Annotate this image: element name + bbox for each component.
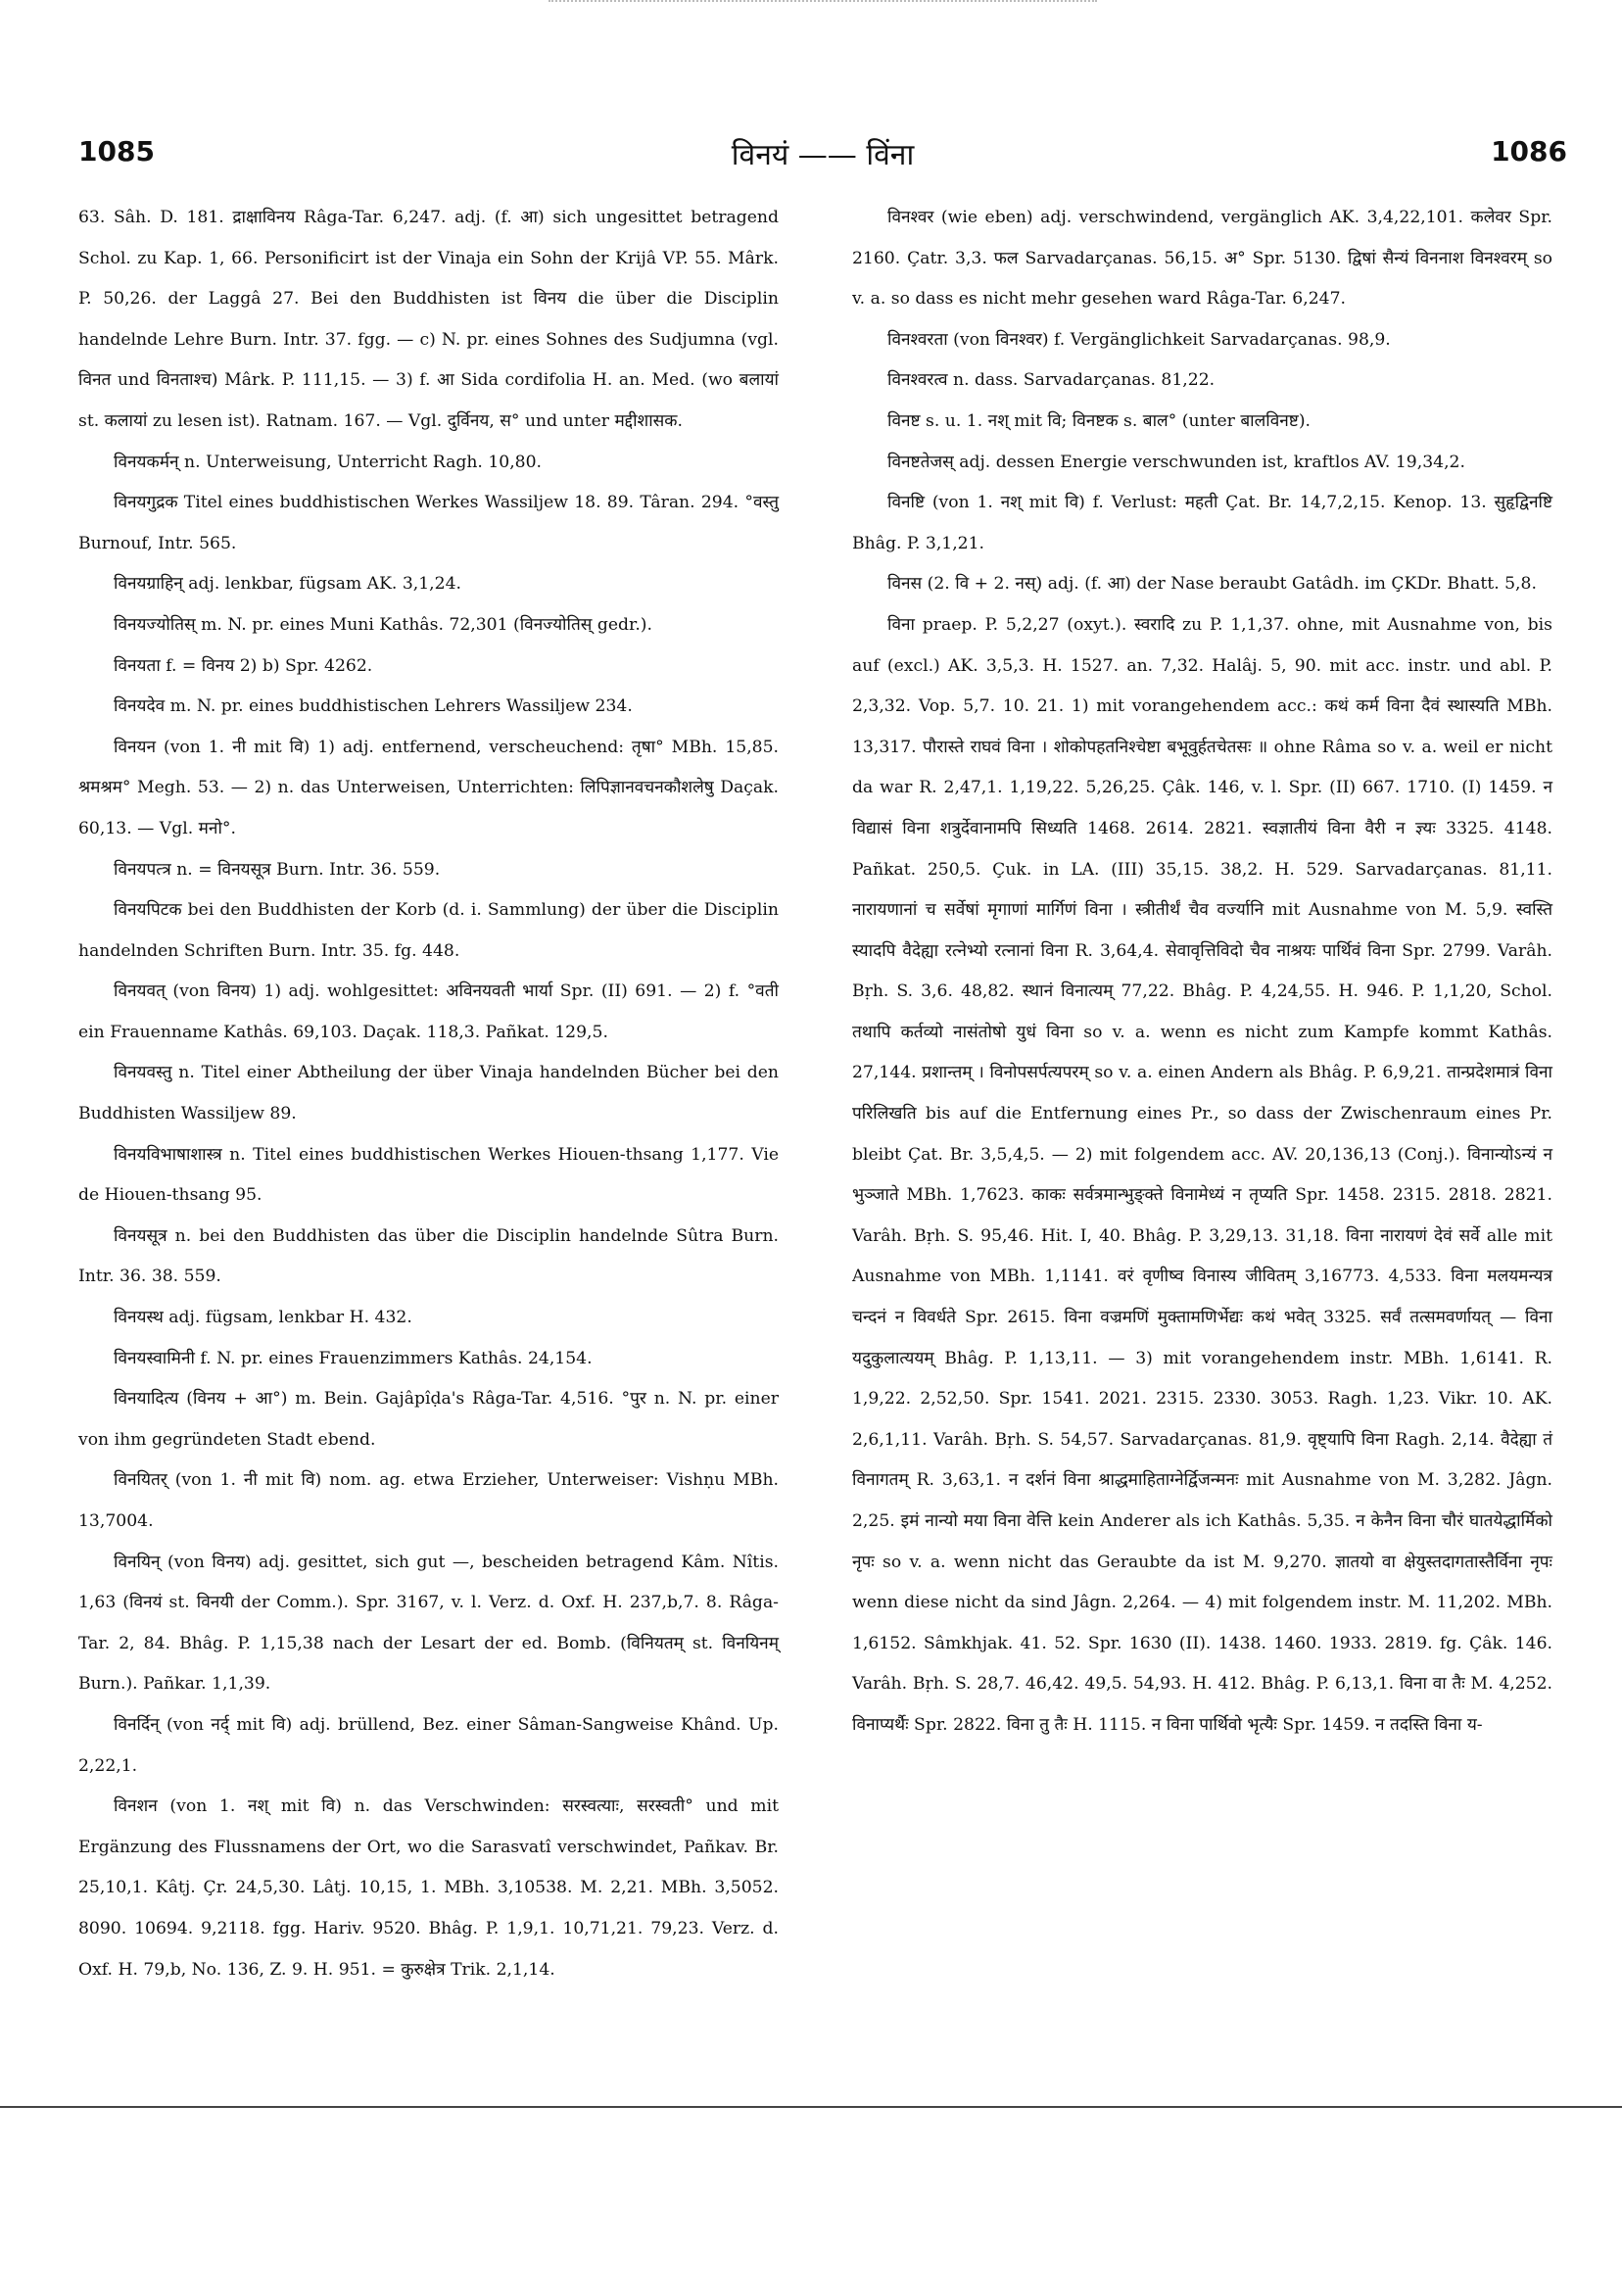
right-page-number: 1086 — [1491, 135, 1567, 167]
entry: विनयदेव m. N. pr. eines buddhistischen Lehrers Wassiljew 234. — [114, 696, 633, 717]
entry: विनश्वरत्व n. dass. Sarvadarçanas. 81,22. — [887, 370, 1216, 391]
entry: विनयता f. = विनय 2) b) Spr. 4262. — [114, 655, 373, 676]
scan-top-noise — [549, 0, 1097, 10]
footer-rule — [0, 2106, 1622, 2108]
entry: विनयविभाषाशास्त्र n. Titel eines buddhistischen Werkes Hiouen-thsang 1,177. Vie de Hiouen-thsang 95. — [78, 1144, 779, 1206]
entry: विनष्ट s. u. 1. नश् mit वि; विनष्टक s. बाल° (unter बालविनष्ट). — [887, 410, 1312, 431]
entry: विनयवस्तु n. Titel einer Abtheilung der über Vinaja handelnden Bücher bei den Buddhisten Wassiljew 89. — [78, 1063, 779, 1124]
entry: विना praep. P. 5,2,27 (oxyt.). स्वरादि zu P. 1,1,37. ohne, mit Ausnahme von, bis auf (excl.) AK. 3,5,3. H. 1527. an. 7,32. Halâj. 5, 90. mit acc. instr. und abl. P. 2,3,32. Vop. 5,7. 10. 21. 1) mit vorangehendem acc.: कथं कर्म विना दैवं स्थास्यति MBh. 13,317. पौरास्ते राघवं विना । शोकोपहतनिश्चेष्टा बभूवुर्हतचेतसः ॥ ohne Râma so v. a. weil er nicht da war R. 2,47,1. 1,19,22. 5,26,25. Çâk. 146, v. l. Spr. (II) 667. 1710. (I) 1459. न विद्यासं विना शत्रुर्देवानामपि सिध्यति 1468. 2614. 2821. स्वज्ञातीयं विना वैरी न ज्ञ्यः 3325. 4148. Pañkat. 250,5. Çuk. in LA. (III) 35,15. 38,2. H. 529. Sarvadarçanas. 81,11. नारायणानां च सर्वेषां मृगाणां मार्गिणं विना । स्त्रीतीर्थं चैव वर्ज्यानि mit Ausnahme von M. 5,9. स्वस्ति स्यादपि वैदेह्या रत्नेभ्यो रत्नानां विना R. 3,64,4. सेवावृत्तिविदो चैव नाश्रयः पार्थिवं विना Spr. 2799. Varâh. Bṛh. S. 3,6. 48,82. स्थानं विनात्यम् 77,22. Bhâg. P. 4,24,55. H. 946. P. 1,1,20, Schol. तथापि कर्तव्यो नासंतोषो युधं विना so v. a. wenn es nicht zum Kampfe kommt Kathâs. 27,144. प्रशान्तम् । विनोपसर्पत्यपरम् so v. a. einen Andern als Bhâg. P. 6,9,21. तान्प्रदेशमात्रं विना परिलिखति bis auf die Entfernung eines Pr., so dass der Zwischenraum eines Pr. bleibt Çat. Br. 3,5,4,5. — 2) mit folgendem acc. AV. 20,136,13 (Conj.). विनान्योऽन्यं न भुञ्जाते MBh. 1,7623. काकः सर्वत्रमान्भुङ्क्ते विनामेध्यं न तृप्यति Spr. 1458. 2315. 2818. 2821. Varâh. Bṛh. S. 95,46. Hit. I, 40. Bhâg. P. 3,29,13. 31,18. विना नारायणं देवं सर्वे alle mit Ausnahme von MBh. 1,1141. वरं वृणीष्व विनास्य जीवितम् 3,16773. 4,533. विना मलयमन्यत्र चन्दनं न विवर्धते Spr. 2615. विना वज्रमणिं मुक्तामणिर्भेद्यः कथं भवेत् 3325. सर्वं तत्समवर्णायत् — विना यदुकुलात्ययम् Bhâg. P. 1,13,11. — 3) mit vorangehendem instr. MBh. 1,6141. R. 1,9,22. 2,52,50. Spr. 1541. 2021. 2315. 2330. 3053. Ragh. 1,23. Vikr. 10. AK. 2,6,1,11. Varâh. Bṛh. S. 54,57. Sarvadarçanas. 81,9. वृष्ट्यापि विना Ragh. 2,14. वैदेह्या तं विनागतम् R. 3,63,1. न दर्शनं विना श्राद्धमाहिताग्नेर्द्विजन्मनः mit Ausnahme von M. 3,282. Jâgn. 2,25. इमं नान्यो मया विना वेत्ति kein Anderer als ich Kathâs. 5,35. न केनैन विना चौरं घातयेद्धार्मिको नृपः so v. a. wenn nicht das Geraubte da ist M. 9,270. ज्ञातयो वा क्षेयुस्तदागतास्तैर्विना नृपः wenn diese nicht da sind Jâgn. 2,264. — 4) mit folgendem instr. M. 11,202. MBh. 1,6152. Sâmkhjak. 41. 52. Spr. 1630 (II). 1438. 1460. 1933. 2819. fg. Çâk. 146. Varâh. Bṛh. S. 28,7. 46,42. 49,5. 54,93. H. 412. Bhâg. P. 6,13,1. विना वा तैः M. 4,252. विनाप्यर्थैः Spr. 2822. विना तु तैः H. 1115. न विना पार्थिवो भृत्यैः Spr. 1459. न तदस्ति विना य- — [852, 614, 1552, 1735]
entry: विनयपिटक bei den Buddhisten der Korb (d. i. Sammlung) der über die Disciplin handelnden Schriften Burn. Intr. 35. fg. 448. — [78, 900, 779, 961]
entry: विनयज्योतिस् m. N. pr. eines Muni Kathâs. 72,301 (विनज्योतिस् gedr.). — [114, 614, 652, 635]
entry: विनष्टि (von 1. नश् mit वि) f. Verlust: महती Çat. Br. 14,7,2,15. Kenop. 13. सुहृद्विनष्टि Bhâg. P. 3,1,21. — [852, 493, 1552, 553]
entry: विनयगुद्रक Titel eines buddhistischen Werkes Wassiljew 18. 89. Târan. 294. °वस्तु Burnouf, Intr. 565. — [78, 493, 779, 553]
entry: विनर्दिन् (von नर्द् mit वि) adj. brüllend, Bez. einer Sâman-Sangweise Khând. Up. 2,22,1. — [78, 1714, 779, 1776]
entry: विनयपत्त्र n. = विनयसूत्र Burn. Intr. 36. 559. — [114, 859, 441, 880]
entry: विनस (2. वि + 2. नस्) adj. (f. आ) der Nase beraubt Gatâdh. im ÇKDr. Bhatt. 5,8. — [887, 574, 1537, 595]
entry: विनश्वर (wie eben) adj. verschwindend, vergänglich AK. 3,4,22,101. कलेवर Spr. 2160. Çatr. 3,3. फल Sarvadarçanas. 56,15. अ° Spr. 5130. द्विषां सैन्यं विननाश विनश्वरम् so v. a. so dass es nicht mehr gesehen ward Râga-Tar. 6,247. — [852, 208, 1552, 310]
entry: विनयादित्य (विनय + आ°) m. Bein. Gajâpîḍa's Râga-Tar. 4,516. °पुर n. N. pr. einer von ihm gegründeten Stadt ebend. — [78, 1389, 779, 1450]
entry: 63. Sâh. D. 181. द्राक्षाविनय Râga-Tar. 6,247. adj. (f. आ) sich ungesittet betragend Schol. zu Kap. 1, 66. Personificirt ist der Vinaja ein Sohn der Krijâ VP. 55. Mârk. P. 50,26. der Laggâ 27. Bei den Buddhisten ist विनय die über die Disciplin handelnde Lehre Burn. Intr. 37. fgg. — c) N. pr. eines Sohnes des Sudjumna (vgl. विनत und विनताश्च) Mârk. P. 111,15. — 3) f. आ Sida cordifolia H. an. Med. (wo बलायां st. कलायां zu lesen ist). Ratnam. 167. — Vgl. दुर्विनय, स° und unter मद्दीशासक. — [78, 208, 779, 431]
entry: विनयकर्मन् n. Unterweisung, Unterricht Ragh. 10,80. — [114, 452, 542, 472]
entry: विनशन (von 1. नश् mit वि) n. das Verschwinden: सरस्वत्याः, सरस्वती° und mit Ergänzung des Flussnamens der Ort, wo die Sarasvatî verschwindet, Pañkav. Br. 25,10,1. Kâtj. Çr. 24,5,30. Lâtj. 10,15, 1. MBh. 3,10538. M. 2,21. MBh. 3,5052. 8090. 10694. 9,2118. fgg. Hariv. 9520. Bhâg. P. 1,9,1. 10,71,21. 79,23. Verz. d. Oxf. H. 79,b, No. 136, Z. 9. H. 951. = कुरुक्षेत्र Trik. 2,1,14. — [78, 1796, 779, 1980]
entry: विनयिन् (von विनय) adj. gesittet, sich gut —, bescheiden betragend Kâm. Nîtis. 1,63 (विनयं st. विनयी der Comm.). Spr. 3167, v. l. Verz. d. Oxf. H. 237,b,7. 8. Râga-Tar. 2, 84. Bhâg. P. 1,15,38 nach der Lesart der ed. Bomb. (विनियतम् st. विनयिनम् Burn.). Pañkar. 1,1,39. — [78, 1552, 779, 1695]
entry: विनयितर् (von 1. नी mit वि) nom. ag. etwa Erzieher, Unterweiser: Vishṇu MBh. 13,7004. — [78, 1470, 779, 1531]
entry: विनयस्थ adj. fügsam, lenkbar H. 432. — [114, 1308, 412, 1328]
page-header — [78, 135, 1567, 174]
entry: विनयन (von 1. नी mit वि) 1) adj. entfernend, verscheuchend: तृषा° MBh. 15,85. श्रमश्रम° Megh. 53. — 2) n. das Unterweisen, Unterrichten: लिपिज्ञानवचनकौशलेषु Daçak. 60,13. — Vgl. मनो°. — [78, 737, 779, 838]
right-column — [852, 198, 1552, 1746]
entry: विनश्वरता (von विनश्वर) f. Vergänglichkeit Sarvadarçanas. 98,9. — [887, 329, 1391, 350]
left-column — [78, 198, 779, 1990]
entry: विनयग्राहिन् adj. lenkbar, fügsam AK. 3,1,24. — [114, 574, 461, 595]
entry: विनष्टतेजस् adj. dessen Energie verschwunden ist, kraftlos AV. 19,34,2. — [887, 452, 1465, 472]
left-page-number: 1085 — [78, 135, 155, 167]
entry: विनयवत् (von विनय) 1) adj. wohlgesittet: अविनयवती भार्या Spr. (II) 691. — 2) f. °वती ein Frauenname Kathâs. 69,103. Daçak. 118,3. Pañkat. 129,5. — [78, 981, 779, 1042]
entry: विनयसूत्र n. bei den Buddhisten das über die Disciplin handelnde Sûtra Burn. Intr. 36. 38. 559. — [78, 1225, 779, 1287]
running-head: विनयं —— विंना — [731, 138, 915, 172]
entry: विनयस्वामिनी f. N. pr. eines Frauenzimmers Kathâs. 24,154. — [114, 1348, 593, 1368]
